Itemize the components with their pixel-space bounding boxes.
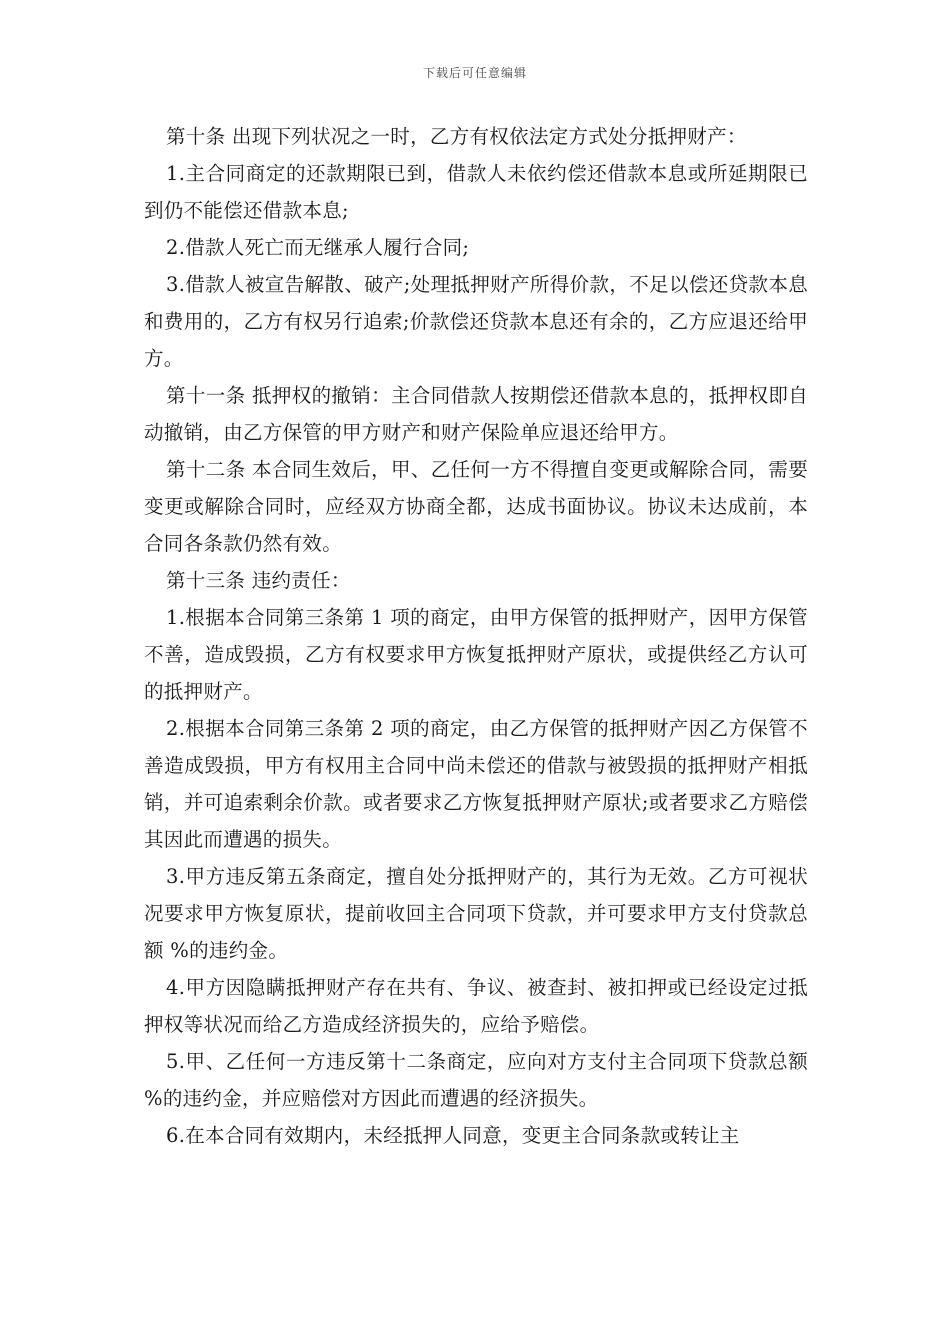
document-body <box>144 118 808 1154</box>
paragraph-article-13-item-1: 1.根据本合同第三条第 1 项的商定，由甲方保管的抵押财产，因甲方保管不善，造成毁损，乙方有权要求甲方恢复抵押财产原状，或提供经乙方认可的抵押财产。 <box>144 606 808 703</box>
paragraph-article-13-item-5: 5.甲、乙任何一方违反第十二条商定，应向对方支付主合同项下贷款总额 %的违约金，并应赔偿对方因此而遭遇的经济损失。 <box>144 1050 808 1110</box>
paragraph-article-13-item-2: 2.根据本合同第三条第 2 项的商定，由乙方保管的抵押财产因乙方保管不善造成毁损，甲方有权用主合同中尚未偿还的借款与被毁损的抵押财产相抵销，并可追索剩余价款。或者要求乙方恢复抵押财产原状;或者要求乙方赔偿其因此而遭遇的损失。 <box>144 717 808 851</box>
paragraph-article-13: 第十三条 违约责任： <box>166 569 351 592</box>
page-header: 下载后可任意编辑 <box>422 66 527 80</box>
paragraph-article-11: 第十一条 抵押权的撤销：主合同借款人按期偿还借款本息的，抵押权即自动撤销，由乙方保管的甲方财产和财产保险单应退还给甲方。 <box>144 384 808 444</box>
paragraph-article-13-item-4: 4.甲方因隐瞒抵押财产存在共有、争议、被查封、被扣押或已经设定过抵押权等状况而给乙方造成经济损失的，应给予赔偿。 <box>144 976 808 1036</box>
paragraph-article-10-item-1: 1.主合同商定的还款期限已到，借款人未依约偿还借款本息或所延期限已到仍不能偿还借款本息; <box>144 162 808 222</box>
paragraph-article-13-item-6: 6.在本合同有效期内，未经抵押人同意，变更主合同条款或转让主 <box>166 1124 740 1147</box>
paragraph-article-12: 第十二条 本合同生效后，甲、乙任何一方不得擅自变更或解除合同，需要变更或解除合同时，应经双方协商全都，达成书面协议。协议未达成前，本合同各条款仍然有效。 <box>144 458 808 555</box>
paragraph-article-10-item-3: 3.借款人被宣告解散、破产;处理抵押财产所得价款，不足以偿还贷款本息和费用的，乙方有权另行追索;价款偿还贷款本息还有余的，乙方应退还给甲方。 <box>144 273 808 370</box>
paragraph-article-10-item-2: 2.借款人死亡而无继承人履行合同; <box>166 236 470 259</box>
paragraph-article-13-item-3: 3.甲方违反第五条商定，擅自处分抵押财产的，其行为无效。乙方可视状况要求甲方恢复原状，提前收回主合同项下贷款，并可要求甲方支付贷款总额 %的违约金。 <box>144 865 808 962</box>
paragraph-article-10: 第十条 出现下列状况之一时，乙方有权依法定方式处分抵押财产： <box>166 125 747 148</box>
